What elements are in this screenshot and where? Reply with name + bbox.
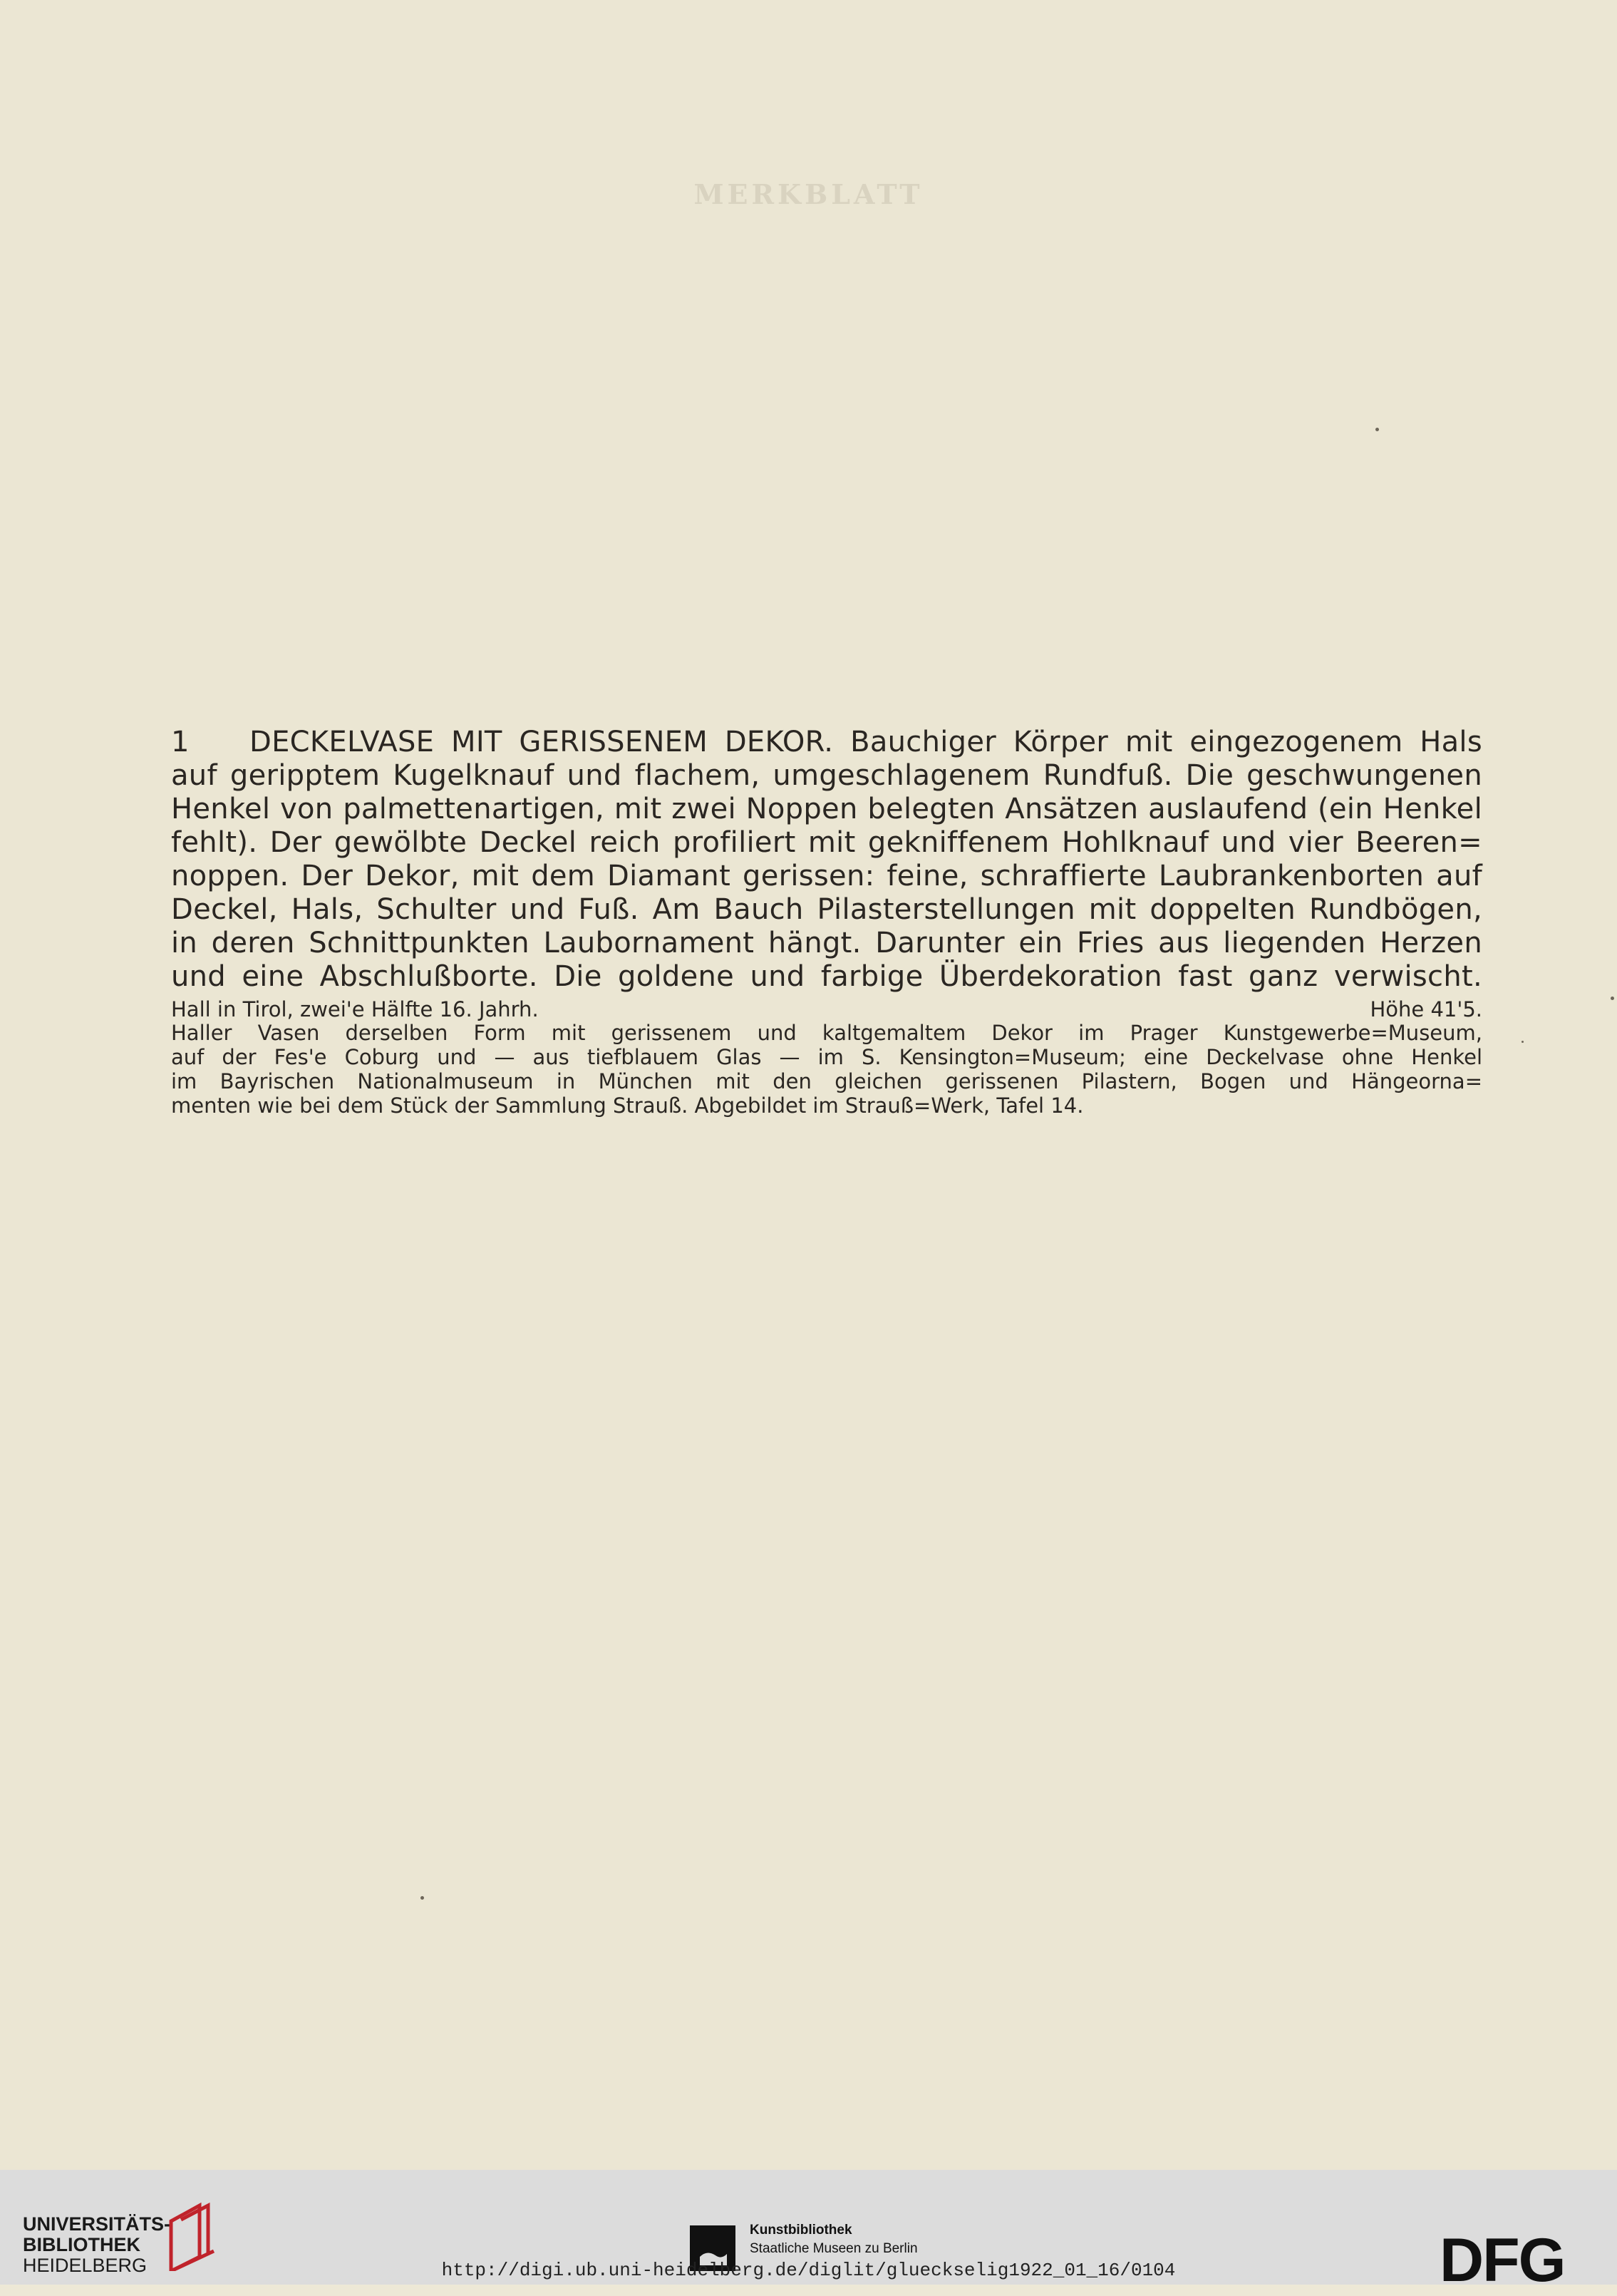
entry-line-2: auf geripptem Kugelknauf und flachem, umgeschlagenem Rundfuß. Die geschwungenen [171, 759, 1482, 792]
note-line-1: Haller Vasen derselben Form mit gerissenem und kaltgemaltem Dekor im Prager Kunstgewerbe=Museum, [171, 1021, 1482, 1045]
source-url[interactable]: http://digi.ub.uni-heidelberg.de/diglit/glueckselig1922_01_16/0104 [441, 2260, 1176, 2281]
note-line-4: menten wie bei dem Stück der Sammlung Strauß. Abgebildet im Strauß=Werk, Tafel 14. [171, 1093, 1084, 1118]
paper-speck [1611, 997, 1614, 1000]
paper-speck [1522, 1041, 1524, 1043]
entry-line-1: 1 DECKELVASE MIT GERISSENEM DEKOR. Bauchiger Körper mit eingezogenem Hals [171, 726, 1482, 758]
page-header-ghost: MERKBLATT [693, 178, 924, 210]
note-line-3: im Bayrischen Nationalmuseum in München mit den gleichen gerissenen Pilastern, Bogen und Hängeorna= [171, 1069, 1482, 1093]
entry-line-3: Henkel von palmettenartigen, mit zwei Noppen belegten Ansätzen auslaufend (ein Henkel [171, 793, 1482, 825]
entry-line-6: Deckel, Hals, Schulter und Fuß. Am Bauch Pilasterstellungen mit doppelten Rundbögen, [171, 893, 1482, 926]
paper-speck [1375, 428, 1379, 431]
kunstbibliothek-label[interactable]: Kunstbibliothek Staatliche Museen zu Berlin [750, 2223, 918, 2256]
origin-row [171, 998, 1482, 1021]
entry-line-7: in deren Schnittpunkten Laubornament hängt. Darunter ein Fries aus liegenden Herzen [171, 927, 1482, 959]
entry-line-8: und eine Abschlußborte. Die goldene und farbige Überdekoration fast ganz verwischt. [171, 960, 1482, 993]
dfg-logo[interactable]: DFG [1440, 2226, 1565, 2295]
entry-notes [171, 998, 1482, 1118]
entry-number: 1 [171, 726, 190, 758]
note-line-2: auf der Fes'e Coburg und — aus tiefblauem Glas — im S. Kensington=Museum; eine Deckelvase ohne Henkel [171, 1045, 1482, 1069]
catalog-entry [171, 726, 1482, 994]
uni-heidelberg-wordmark[interactable]: UNIVERSITÄTS- BIBLIOTHEK HEIDELBERG [23, 2213, 171, 2276]
entry-line-5: noppen. Der Dekor, mit dem Diamant gerissen: feine, schraffierte Laubrankenborten auf [171, 860, 1482, 892]
height-text: Höhe 41'5. [1370, 997, 1482, 1021]
origin-text: Hall in Tirol, zwei'e Hälfte 16. Jahrh. [171, 997, 539, 1021]
entry-line-4: fehlt). Der gewölbte Deckel reich profiliert mit gekniffenem Hohlknauf und vier Beeren= [171, 826, 1482, 859]
paper-speck [420, 1896, 424, 1900]
